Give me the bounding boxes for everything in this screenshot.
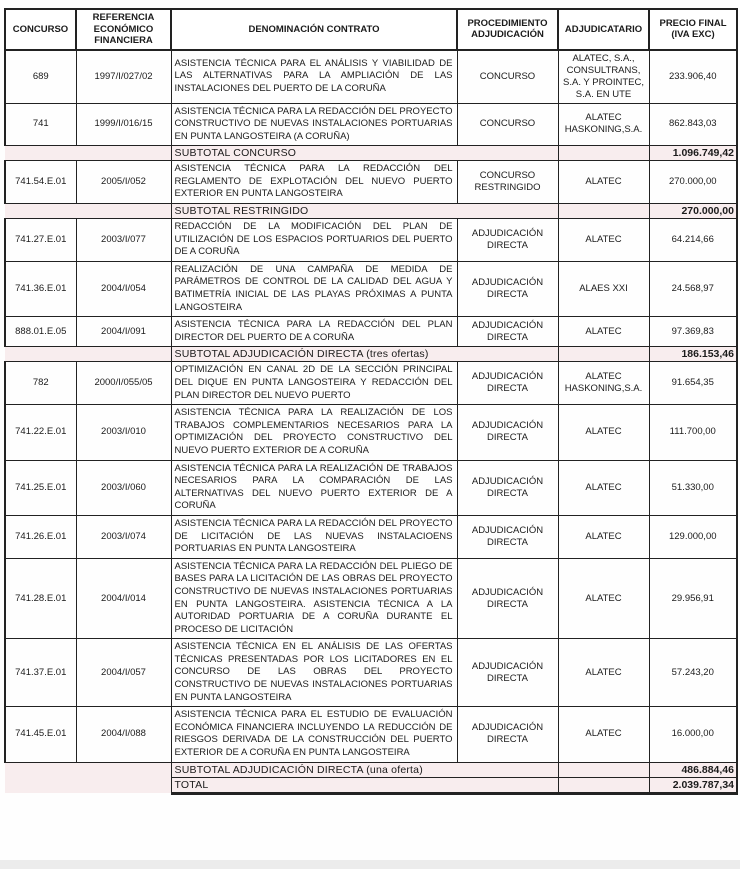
- table-row: [5, 317, 737, 347]
- cell-precio: 51.330,00: [649, 460, 737, 515]
- cell-procedimiento: ADJUDICACIÓN DIRECTA: [457, 219, 558, 262]
- subtotal-row: [5, 762, 737, 777]
- cell-adjudicatario: ALATEC HASKONING,S.A.: [558, 362, 649, 405]
- subtotal-left-margin: [5, 347, 171, 362]
- subtotal-empty-cell: [558, 347, 649, 362]
- cell-concurso: 741.37.E.01: [5, 639, 76, 707]
- subtotal-empty-cell: [558, 777, 649, 793]
- cell-referencia: 2003/I/060: [76, 460, 171, 515]
- cell-adjudicatario: ALAES XXI: [558, 261, 649, 316]
- subtotal-left-margin: [5, 762, 171, 777]
- cell-referencia: 1999/I/016/15: [76, 103, 171, 146]
- contracts-table-body: [5, 50, 737, 794]
- table-row: [5, 362, 737, 405]
- subtotal-row: [5, 347, 737, 362]
- cell-precio: 91.654,35: [649, 362, 737, 405]
- cell-concurso: 741.22.E.01: [5, 405, 76, 460]
- cell-denominacion: OPTIMIZACIÓN EN CANAL 2D DE LA SECCIÓN PRINCIPAL DEL DIQUE EN PUNTA LANGOSTEIRA Y REDACCIÓN DEL PLAN DIRECTOR DEL NUEVO PUERTO: [171, 362, 457, 405]
- cell-adjudicatario: ALATEC: [558, 161, 649, 204]
- subtotal-row: [5, 146, 737, 161]
- header-row: [5, 9, 737, 50]
- cell-precio: 24.568,97: [649, 261, 737, 316]
- subtotal-empty-cell: [558, 204, 649, 219]
- cell-referencia: 2004/I/088: [76, 707, 171, 762]
- cell-denominacion: ASISTENCIA TÉCNICA EN EL ANÁLISIS DE LAS OFERTAS TÉCNICAS PRESENTADAS POR LOS LICITADORES EN EL CONCURSO DE LAS OBRAS DEL PROYECTO CONSTRUCTIVO DE NUEVAS INSTALACIONES PORTUARIAS EN PUNTA LANGOSTEIRA: [171, 639, 457, 707]
- cell-denominacion: ASISTENCIA TÉCNICA PARA LA REDACCIÓN DEL PROYECTO CONSTRUCTIVO DE NUEVAS INSTALACIONES PORTUARIAS EN PUNTA LANGOSTEIRA (A CORUÑA): [171, 103, 457, 146]
- cell-concurso: 888.01.E.05: [5, 317, 76, 347]
- column-header-precio: PRECIO FINAL (IVA EXC): [649, 9, 737, 50]
- cell-precio: 111.700,00: [649, 405, 737, 460]
- subtotal-value: 486.884,46: [649, 762, 737, 777]
- table-row: [5, 639, 737, 707]
- total-value: 2.039.787,34: [649, 777, 737, 793]
- cell-procedimiento: CONCURSO: [457, 103, 558, 146]
- cell-adjudicatario: ALATEC, S.A., CONSULTRANS, S.A. Y PROINTEC, S.A. EN UTE: [558, 50, 649, 104]
- contracts-table: [4, 8, 738, 795]
- cell-concurso: 782: [5, 362, 76, 405]
- column-header-adjudicatario: ADJUDICATARIO: [558, 9, 649, 50]
- subtotal-left-margin: [5, 777, 171, 793]
- cell-adjudicatario: ALATEC: [558, 639, 649, 707]
- cell-procedimiento: ADJUDICACIÓN DIRECTA: [457, 405, 558, 460]
- cell-denominacion: ASISTENCIA TÉCNICA PARA LA REDACCIÓN DEL REGLAMENTO DE EXPLOTACIÓN DEL NUEVO PUERTO EXTERIOR EN PUNTA LANGOSTEIRA: [171, 161, 457, 204]
- cell-concurso: 741.25.E.01: [5, 460, 76, 515]
- cell-precio: 129.000,00: [649, 515, 737, 558]
- subtotal-value: 186.153,46: [649, 347, 737, 362]
- cell-concurso: 741.54.E.01: [5, 161, 76, 204]
- table-row: [5, 103, 737, 146]
- cell-referencia: 2004/I/057: [76, 639, 171, 707]
- table-row: [5, 707, 737, 762]
- cell-adjudicatario: ALATEC: [558, 405, 649, 460]
- cell-referencia: 2003/I/074: [76, 515, 171, 558]
- cell-procedimiento: ADJUDICACIÓN DIRECTA: [457, 558, 558, 639]
- cell-concurso: 689: [5, 50, 76, 104]
- column-header-denominacion: DENOMINACIÓN CONTRATO: [171, 9, 457, 50]
- subtotal-label: SUBTOTAL RESTRINGIDO: [171, 204, 558, 219]
- cell-concurso: 741.45.E.01: [5, 707, 76, 762]
- cell-denominacion: REDACCIÓN DE LA MODIFICACIÓN DEL PLAN DE UTILIZACIÓN DE LOS ESPACIOS PORTUARIOS DEL PUERTO DE A CORUÑA: [171, 219, 457, 262]
- cell-concurso: 741.26.E.01: [5, 515, 76, 558]
- cell-referencia: 2003/I/010: [76, 405, 171, 460]
- subtotal-left-margin: [5, 146, 171, 161]
- total-row: [5, 777, 737, 793]
- subtotal-label: SUBTOTAL ADJUDICACIÓN DIRECTA (tres ofertas): [171, 347, 558, 362]
- cell-referencia: 2004/I/014: [76, 558, 171, 639]
- cell-precio: 64.214,66: [649, 219, 737, 262]
- cell-precio: 16.000,00: [649, 707, 737, 762]
- cell-adjudicatario: ALATEC: [558, 515, 649, 558]
- table-row: [5, 460, 737, 515]
- cell-procedimiento: ADJUDICACIÓN DIRECTA: [457, 707, 558, 762]
- cell-referencia: 2000/I/055/05: [76, 362, 171, 405]
- cell-concurso: 741: [5, 103, 76, 146]
- cell-precio: 862.843,03: [649, 103, 737, 146]
- subtotal-row: [5, 204, 737, 219]
- cell-precio: 57.243,20: [649, 639, 737, 707]
- column-header-referencia: REFERENCIA ECONÓMICO FINANCIERA: [76, 9, 171, 50]
- table-row: [5, 558, 737, 639]
- table-row: [5, 405, 737, 460]
- cell-procedimiento: ADJUDICACIÓN DIRECTA: [457, 639, 558, 707]
- cell-denominacion: ASISTENCIA TÉCNICA PARA EL ESTUDIO DE EVALUACIÓN ECONÓMICA FINANCIERA INCLUYENDO LA REDUCCIÓN DE RIESGOS DERIVADA DE LA CONSTRUCCIÓN DEL PUERTO EXTERIOR DE A CORUÑA EN PUNTA LANGOSTEIRA: [171, 707, 457, 762]
- cell-precio: 270.000,00: [649, 161, 737, 204]
- cell-denominacion: ASISTENCIA TÉCNICA PARA EL ANÁLISIS Y VIABILIDAD DE LAS ALTERNATIVAS PARA LA AMPLIACIÓN DE LAS INSTALACIONES DEL PUERTO DE LA CORUÑA: [171, 50, 457, 104]
- column-header-procedimiento: PROCEDIMIENTO ADJUDICACIÓN: [457, 9, 558, 50]
- cell-denominacion: ASISTENCIA TÉCNICA PARA LA REALIZACIÓN DE TRABAJOS NECESARIOS PARA LA COMPARACIÓN DE LAS ALTERNATIVAS DEL NUEVO PUERTO EXTERIOR DE A CORUÑA: [171, 460, 457, 515]
- cell-denominacion: ASISTENCIA TÉCNICA PARA LA REDACCIÓN DEL PLAN DIRECTOR DEL PUERTO DE A CORUÑA: [171, 317, 457, 347]
- cell-procedimiento: ADJUDICACIÓN DIRECTA: [457, 515, 558, 558]
- cell-referencia: 2004/I/054: [76, 261, 171, 316]
- subtotal-label: SUBTOTAL ADJUDICACIÓN DIRECTA (una oferta): [171, 762, 558, 777]
- cell-procedimiento: ADJUDICACIÓN DIRECTA: [457, 317, 558, 347]
- subtotal-value: 1.096.749,42: [649, 146, 737, 161]
- cell-adjudicatario: ALATEC: [558, 707, 649, 762]
- cell-adjudicatario: ALATEC: [558, 460, 649, 515]
- cell-procedimiento: ADJUDICACIÓN DIRECTA: [457, 460, 558, 515]
- cell-denominacion: REALIZACIÓN DE UNA CAMPAÑA DE MEDIDA DE PARÁMETROS DE CONTROL DE LA CALIDAD DEL AGUA Y BATIMETRÍA INICIAL DE LAS PLAYAS PRÓXIMAS A PUNTA LANGOSTEIRA: [171, 261, 457, 316]
- cell-referencia: 2003/I/077: [76, 219, 171, 262]
- cell-procedimiento: ADJUDICACIÓN DIRECTA: [457, 362, 558, 405]
- cell-denominacion: ASISTENCIA TÉCNICA PARA LA REDACCIÓN DEL PROYECTO DE LICITACIÓN DE LAS NUEVAS INSTALACIOENS PORTUARIAS EN PUNTA LANGOSTEIRA: [171, 515, 457, 558]
- cell-concurso: 741.36.E.01: [5, 261, 76, 316]
- cell-procedimiento: CONCURSO RESTRINGIDO: [457, 161, 558, 204]
- cell-precio: 97.369,83: [649, 317, 737, 347]
- total-label: TOTAL: [171, 777, 558, 793]
- page-bottom-edge: [0, 860, 740, 869]
- table-row: [5, 261, 737, 316]
- cell-referencia: 2004/I/091: [76, 317, 171, 347]
- cell-referencia: 1997/I/027/02: [76, 50, 171, 104]
- cell-denominacion: ASISTENCIA TÉCNICA PARA LA REDACCIÓN DEL PLIEGO DE BASES PARA LA LICITACIÓN DE LAS OBRAS DEL PROYECTO CONSTRUCTIVO DE NUEVAS INSTALACIONES PORTUARIAS EN PUNTA LANGOSTEIRA. ASISTENCIA TÉCNICA A LA AUTORIDAD PORTUARIA DE A CORUÑA DURANTE EL PROCESO DE LICITACIÓN: [171, 558, 457, 639]
- table-row: [5, 50, 737, 104]
- cell-referencia: 2005/I/052: [76, 161, 171, 204]
- subtotal-empty-cell: [558, 762, 649, 777]
- cell-adjudicatario: ALATEC: [558, 317, 649, 347]
- cell-precio: 233.906,40: [649, 50, 737, 104]
- subtotal-label: SUBTOTAL CONCURSO: [171, 146, 558, 161]
- cell-concurso: 741.27.E.01: [5, 219, 76, 262]
- table-header: [5, 9, 737, 50]
- column-header-concurso: CONCURSO: [5, 9, 76, 50]
- cell-procedimiento: CONCURSO: [457, 50, 558, 104]
- table-row: [5, 219, 737, 262]
- subtotal-value: 270.000,00: [649, 204, 737, 219]
- subtotal-empty-cell: [558, 146, 649, 161]
- cell-concurso: 741.28.E.01: [5, 558, 76, 639]
- table-row: [5, 161, 737, 204]
- cell-adjudicatario: ALATEC: [558, 219, 649, 262]
- subtotal-left-margin: [5, 204, 171, 219]
- cell-adjudicatario: ALATEC: [558, 558, 649, 639]
- cell-adjudicatario: ALATEC HASKONING,S.A.: [558, 103, 649, 146]
- cell-procedimiento: ADJUDICACIÓN DIRECTA: [457, 261, 558, 316]
- table-row: [5, 515, 737, 558]
- cell-precio: 29.956,91: [649, 558, 737, 639]
- cell-denominacion: ASISTENCIA TÉCNICA PARA LA REALIZACIÓN DE LOS TRABAJOS COMPLEMENTARIOS NECESARIOS PARA LA OPTIMIZACIÓN DEL PROYECTO CONSTRUCTIVO DEL NUEVO PUERTO EXTERIOR DE A CORUÑA: [171, 405, 457, 460]
